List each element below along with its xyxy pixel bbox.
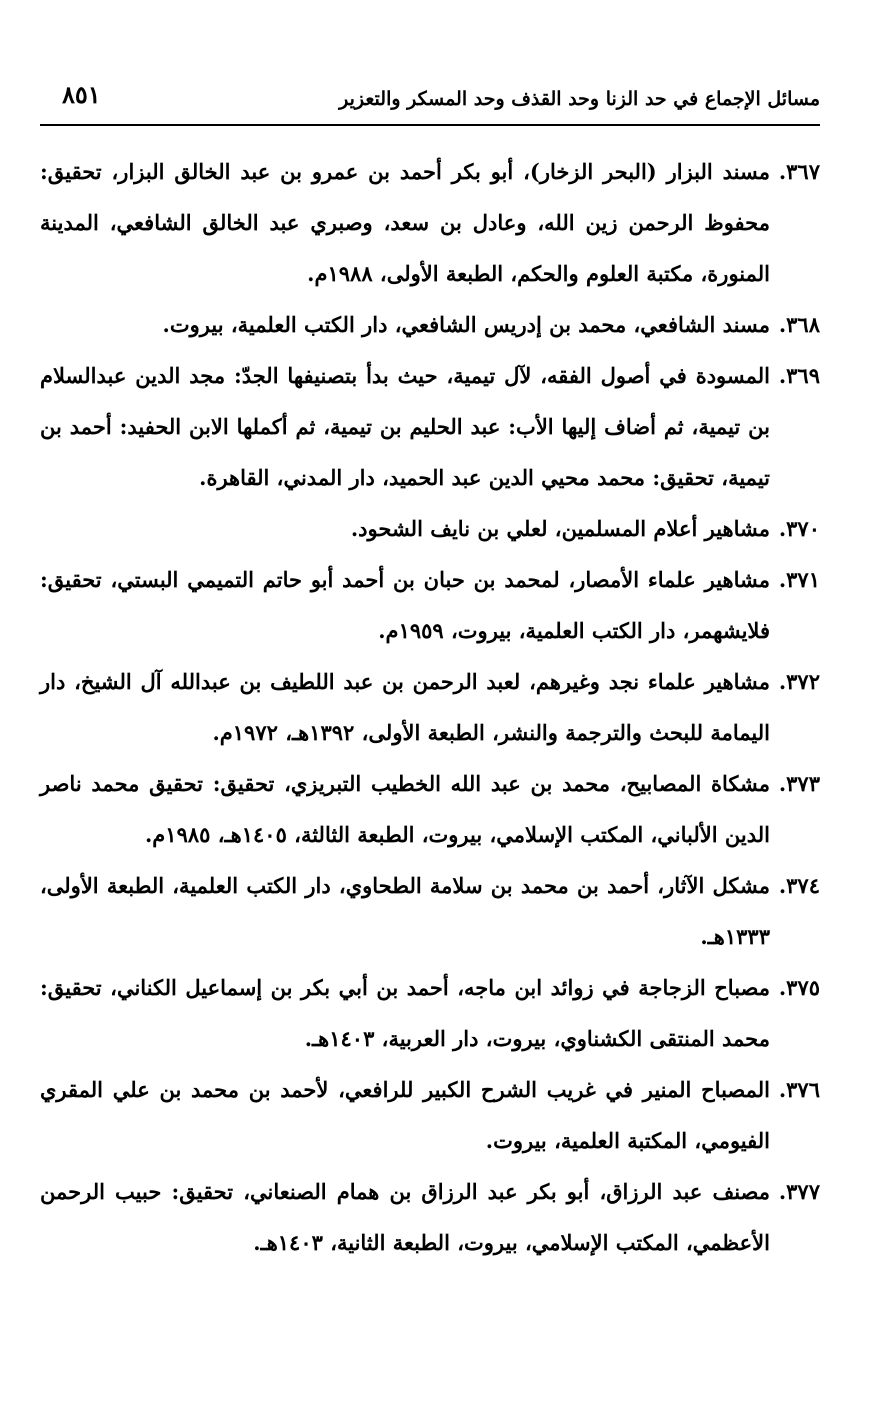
entry-number: ٣٧٠. — [778, 516, 820, 541]
bibliography-entry — [40, 860, 820, 962]
page-number: ٨٥١ — [62, 80, 101, 109]
entry-number: ٣٧٧. — [778, 1179, 820, 1204]
entry-text: مشكاة المصابيح، محمد بن عبد الله الخطيب التبريزي، تحقيق: تحقيق محمد ناصر الدين الألباني، المكتب الإسلامي، بيروت، الطبعة الثالثة، ١٤٠٥هـ، ١٩٨٥م. — [40, 771, 770, 847]
entry-text: مصنف عبد الرزاق، أبو بكر عبد الرزاق بن همام الصنعاني، تحقيق: حبيب الرحمن الأعظمي، المكتب الإسلامي، بيروت، الطبعة الثانية، ١٤٠٣هـ. — [40, 1179, 770, 1255]
bibliography-entry — [40, 962, 820, 1064]
entry-text: مشاهير أعلام المسلمين، لعلي بن نايف الشحود. — [350, 516, 770, 541]
bibliography-entry — [40, 554, 820, 656]
bibliography-entry — [40, 146, 820, 299]
entry-number: ٣٦٨. — [778, 312, 820, 337]
entry-text: مصباح الزجاجة في زوائد ابن ماجه، أحمد بن أبي بكر بن إسماعيل الكناني، تحقيق: محمد المنتقى الكشناوي، بيروت، دار العربية، ١٤٠٣هـ. — [40, 975, 771, 1051]
bibliography-entry — [40, 758, 820, 860]
running-title: مسائل الإجماع في حد الزنا وحد القذف وحد المسكر والتعزير — [339, 88, 820, 110]
bibliography-entry — [40, 299, 820, 350]
bibliography-entry — [40, 503, 820, 554]
entry-number: ٣٦٩. — [778, 363, 820, 388]
header-rule — [40, 124, 820, 126]
entry-text: مسند الشافعي، محمد بن إدريس الشافعي، دار الكتب العلمية، بيروت. — [162, 312, 770, 337]
entry-number: ٣٧٢. — [778, 669, 820, 694]
entry-number: ٣٦٧. — [778, 159, 820, 184]
entry-number: ٣٧٤. — [778, 873, 820, 898]
entry-text: مشاهير علماء الأمصار، لمحمد بن حبان بن أحمد أبو حاتم التميمي البستي، تحقيق: فلايشهمر، دار الكتب العلمية، بيروت، ١٩٥٩م. — [40, 567, 770, 643]
entry-text: المصباح المنير في غريب الشرح الكبير للرافعي، لأحمد بن محمد بن علي المقري الفيومي، المكتبة العلمية، بيروت. — [40, 1077, 770, 1153]
bibliography-entry — [40, 1064, 820, 1166]
bibliography-entry — [40, 1166, 820, 1268]
entry-text: مشاهير علماء نجد وغيرهم، لعبد الرحمن بن عبد اللطيف بن عبدالله آل الشيخ، دار اليمامة للبحث والترجمة والنشر، الطبعة الأولى، ١٣٩٢هـ، ١٩٧٢م. — [40, 669, 770, 745]
entry-text: مسند البزار (البحر الزخار)، أبو بكر أحمد بن عمرو بن عبد الخالق البزار، تحقيق: محفوظ الرحمن زين الله، وعادل بن سعد، وصبري عبد الخالق الشافعي، المدينة المنورة، مكتبة العلوم والحكم، الطبعة الأولى، ١٩٨٨م. — [40, 159, 770, 286]
page-header — [40, 74, 820, 124]
entry-text: مشكل الآثار، أحمد بن محمد بن سلامة الطحاوي، دار الكتب العلمية، الطبعة الأولى، ١٣٣٣هـ. — [40, 873, 770, 949]
entry-number: ٣٧٥. — [778, 975, 821, 1000]
bibliography-list — [40, 146, 820, 1268]
bibliography-entry — [40, 656, 820, 758]
entry-text: المسودة في أصول الفقه، لآل تيمية، حيث بدأ بتصنيفها الجدّ: مجد الدين عبدالسلام بن تيمية، ثم أضاف إليها الأب: عبد الحليم بن تيمية، ثم أكملها الابن الحفيد: أحمد بن تيمية، تحقيق: محمد محيي الدين عبد الحميد، دار المدني، القاهرة. — [40, 363, 770, 490]
entry-number: ٣٧٦. — [778, 1077, 820, 1102]
bibliography-entry — [40, 350, 820, 503]
book-page — [40, 0, 820, 1416]
entry-number: ٣٧٣. — [778, 771, 820, 796]
entry-number: ٣٧١. — [778, 567, 820, 592]
